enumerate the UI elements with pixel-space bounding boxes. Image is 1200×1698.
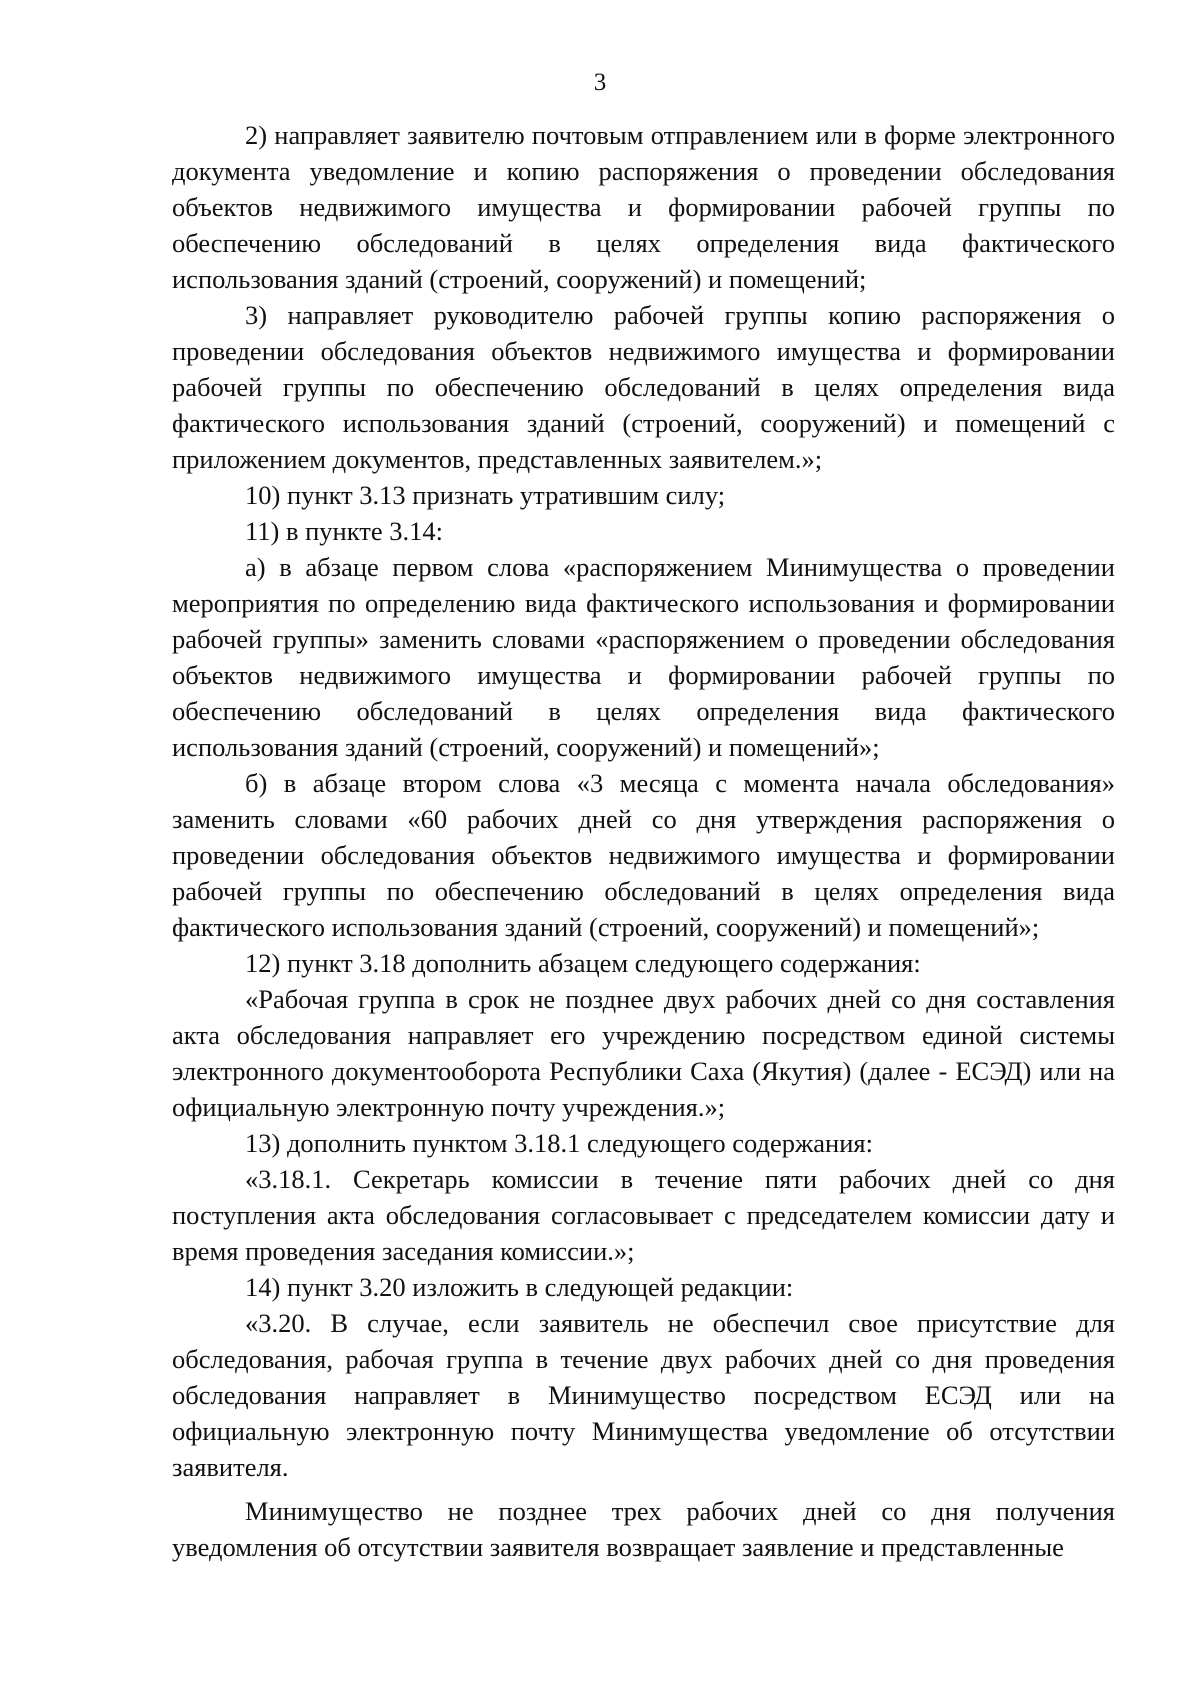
paragraph-quote-3-18-1: «3.18.1. Секретарь комиссии в течение пяти рабочих дней со дня поступления акта обследования согласовывает с председателем комиссии дату и время проведения заседания комиссии.»;: [172, 1164, 1115, 1266]
paragraph-item-10: 10) пункт 3.13 признать утратившим силу;: [245, 480, 726, 510]
paragraph-quote-3-20: «3.20. В случае, если заявитель не обеспечил свое присутствие для обследования, рабочая группа в течение двух рабочих дней со дня проведения обследования направляет в Минимущество посредством ЕСЭД или на официальную электронную почту Минимущества уведомление об отсутствии заявителя.: [172, 1308, 1115, 1482]
document-body: [172, 117, 1115, 1565]
paragraph-item-14: 14) пункт 3.20 изложить в следующей редакции:: [245, 1272, 794, 1302]
paragraph-item-11: 11) в пункте 3.14:: [245, 516, 443, 546]
paragraph-subitem-a: а) в абзаце первом слова «распоряжением Минимущества о проведении мероприятия по определению вида фактического использования и формировании рабочей группы» заменить словами «распоряжением о проведении обследования объектов недвижимого имущества и формировании рабочей группы по обеспечению обследований в целях определения вида фактического использования зданий (строений, сооружений) и помещений»;: [172, 552, 1115, 762]
paragraph-item-2: 2) направляет заявителю почтовым отправлением или в форме электронного документа уведомление и копию распоряжения о проведении обследования объектов недвижимого имущества и формировании рабочей группы по обеспечению обследований в целях определения вида фактического использования зданий (строений, сооружений) и помещений;: [172, 120, 1115, 294]
page-number: 3: [593, 69, 607, 96]
paragraph-item-12: 12) пункт 3.18 дополнить абзацем следующего содержания:: [245, 948, 921, 978]
paragraph-subitem-b: б) в абзаце втором слова «3 месяца с момента начала обследования» заменить словами «60 рабочих дней со дня утверждения распоряжения о проведении обследования объектов недвижимого имущества и формировании рабочей группы по обеспечению обследований в целях определения вида фактического использования зданий (строений, сооружений) и помещений»;: [172, 768, 1115, 942]
paragraph-minimushchestvo: Минимущество не позднее трех рабочих дней со дня получения уведомления об отсутствии заявителя возвращает заявление и представленные: [172, 1496, 1115, 1562]
paragraph-item-3: 3) направляет руководителю рабочей группы копию распоряжения о проведении обследования объектов недвижимого имущества и формировании рабочей группы по обеспечению обследований в целях определения вида фактического использования зданий (строений, сооружений) и помещений с приложением документов, представленных заявителем.»;: [172, 300, 1115, 474]
paragraph-item-13: 13) дополнить пунктом 3.18.1 следующего содержания:: [245, 1128, 873, 1158]
paragraph-quote-3-18: «Рабочая группа в срок не позднее двух рабочих дней со дня составления акта обследования направляет его учреждению посредством единой системы электронного документооборота Республики Саха (Якутия) (далее - ЕСЭД) или на официальную электронную почту учреждения.»;: [172, 984, 1115, 1122]
